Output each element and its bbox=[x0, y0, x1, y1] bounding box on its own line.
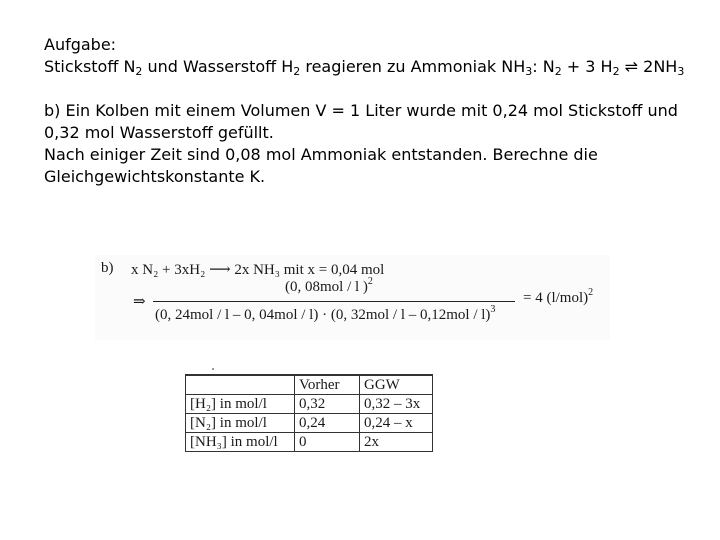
task-heading: Aufgabe: bbox=[44, 35, 117, 54]
table-cell: 0,24 – x bbox=[360, 414, 433, 433]
table-cell: [H₂] in mol/l bbox=[186, 395, 295, 414]
subscript: 2 bbox=[293, 65, 301, 78]
reaction-text: : N bbox=[532, 57, 555, 76]
task-reaction-line bbox=[44, 56, 684, 78]
fraction-numerator bbox=[285, 276, 373, 296]
reaction-text: + 3 H bbox=[561, 57, 613, 76]
part-b-line-3: Nach einiger Zeit sind 0,08 mol Ammoniak entstanden. Berechne die bbox=[44, 145, 598, 164]
table-header-cell bbox=[186, 375, 295, 395]
table-row bbox=[186, 395, 433, 414]
table-cell: 0,24 bbox=[295, 414, 360, 433]
part-b-line-2: 0,32 mol Wasserstoff gefüllt. bbox=[44, 123, 274, 142]
solution-label: b) bbox=[101, 260, 114, 276]
subscript: 2 bbox=[612, 65, 620, 78]
table-cell: [N₂] in mol/l bbox=[186, 414, 295, 433]
subscript: 2 bbox=[135, 65, 143, 78]
fraction-result bbox=[523, 287, 594, 307]
part-b-line-4: Gleichgewichtskonstante K. bbox=[44, 167, 266, 186]
fraction-bar bbox=[153, 301, 515, 302]
exponent: 2 bbox=[588, 287, 594, 298]
table-row bbox=[186, 433, 433, 452]
reaction-text: reagieren zu Ammoniak NH bbox=[300, 57, 526, 76]
table-header-cell: GGW bbox=[360, 375, 433, 395]
solution-reaction: x N₂ + 3xH₂ ⟶ 2x NH₃ mit x = 0,04 mol bbox=[131, 262, 385, 278]
concentration-table bbox=[185, 374, 433, 452]
fraction-denominator bbox=[155, 304, 496, 324]
reaction-text: und Wasserstoff H bbox=[142, 57, 294, 76]
subscript: 2 bbox=[554, 65, 562, 78]
scan-speck bbox=[212, 368, 214, 370]
subscript: 3 bbox=[525, 65, 533, 78]
table-cell: 0,32 bbox=[295, 395, 360, 414]
subscript: 3 bbox=[677, 65, 685, 78]
table-cell: 0,32 – 3x bbox=[360, 395, 433, 414]
table-header-row bbox=[186, 375, 433, 395]
table-header-cell: Vorher bbox=[295, 375, 360, 395]
implies-arrow: ⇒ bbox=[133, 294, 146, 310]
reaction-text: Stickstoff N bbox=[44, 57, 136, 76]
scanned-solution bbox=[95, 255, 610, 340]
exponent: 3 bbox=[490, 304, 496, 315]
exponent: 2 bbox=[367, 276, 373, 287]
table-cell: 0 bbox=[295, 433, 360, 452]
table-cell: [NH₃] in mol/l bbox=[186, 433, 295, 452]
denominator-text: (0, 24mol / l – 0, 04mol / l) · (0, 32mol / l – 0,12mol / l) bbox=[155, 307, 491, 323]
task-block bbox=[44, 34, 684, 78]
part-b-line-1: b) Ein Kolben mit einem Volumen V = 1 Liter wurde mit 0,24 mol Stickstoff und bbox=[44, 101, 678, 120]
reaction-text: ⇌ 2NH bbox=[619, 57, 678, 76]
part-b-block bbox=[44, 100, 678, 188]
table-row bbox=[186, 414, 433, 433]
result-text: = 4 (l/mol) bbox=[523, 290, 589, 306]
table-cell: 2x bbox=[360, 433, 433, 452]
numerator-text: (0, 08mol / l ) bbox=[285, 279, 368, 295]
